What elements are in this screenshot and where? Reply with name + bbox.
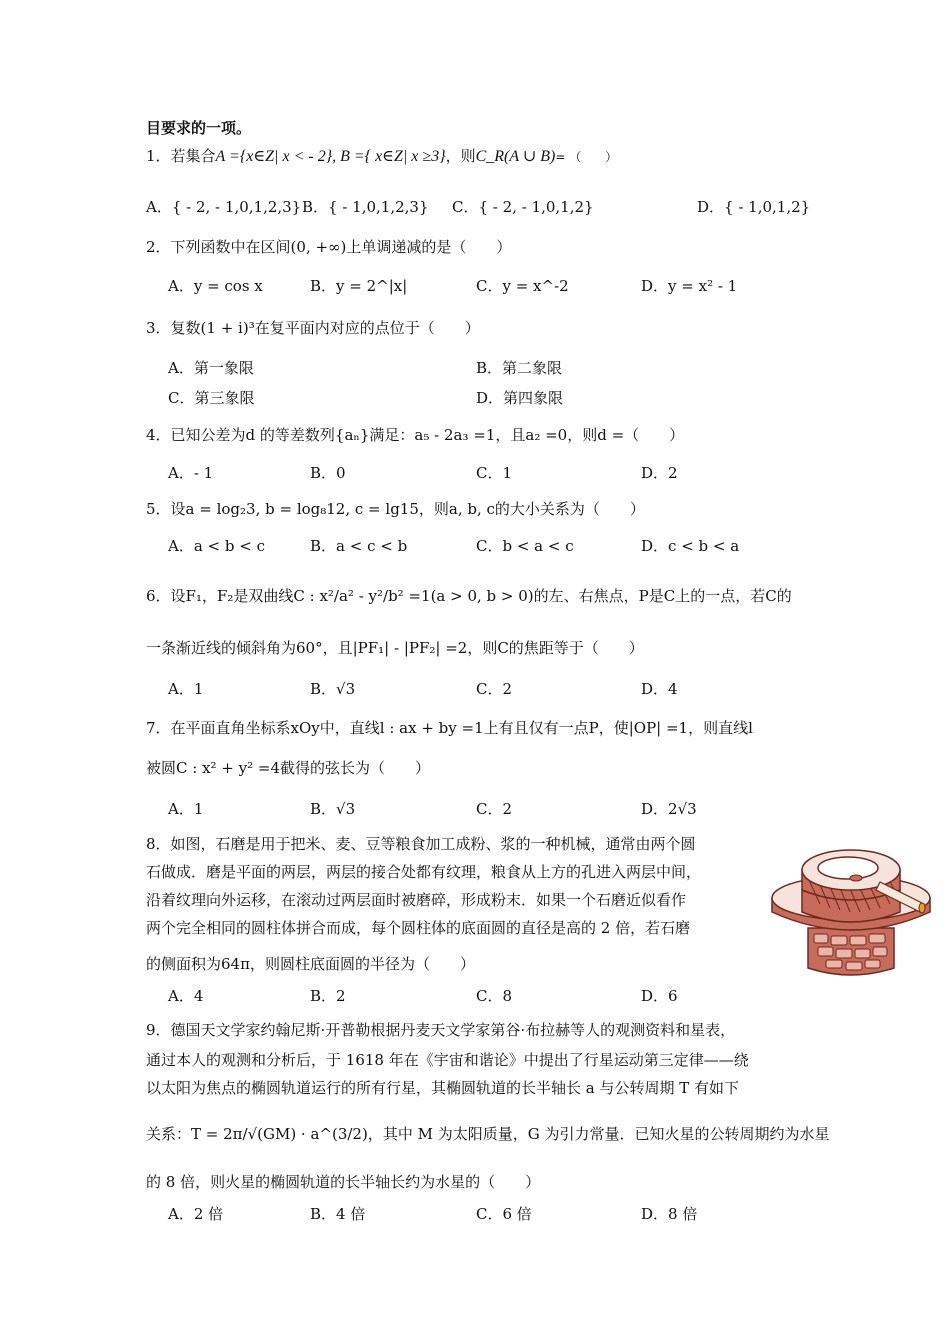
question-8-line-2: 石做成．磨是平面的两层，两层的接合处都有纹理，粮食从上方的孔进入两层中间，: [146, 863, 702, 881]
q6-option-b[interactable]: B．√3: [310, 680, 356, 698]
q2-option-c[interactable]: C．y = x^-2: [476, 277, 569, 295]
section-header: 目要求的一项。: [146, 119, 252, 137]
q4-option-b[interactable]: B．0: [310, 464, 346, 482]
question-4: 4．已知公差为d 的等差数列{aₙ}满足：a₅ - 2a₃ =1，且a₂ =0，则d =（ ）: [146, 426, 685, 444]
q2-option-d[interactable]: D．y = x² - 1: [641, 277, 738, 295]
question-3: 3．复数(1 + i)³在复平面内对应的点位于（ ）: [146, 319, 480, 337]
q5-option-a[interactable]: A．a < b < c: [168, 537, 265, 555]
q8-option-c[interactable]: C．8: [476, 987, 513, 1005]
q4-option-c[interactable]: C．1: [476, 464, 513, 482]
q7-option-a[interactable]: A．1: [168, 800, 204, 818]
q3-option-a[interactable]: A．第一象限: [168, 359, 254, 377]
q9-option-b[interactable]: B．4 倍: [310, 1205, 366, 1223]
question-5: 5．设a = log₂3, b = log₈12, c = lg15，则a, b, c的大小关系为（ ）: [146, 500, 645, 518]
q4-option-d[interactable]: D．2: [641, 464, 678, 482]
q5-option-d[interactable]: D．c < b < a: [641, 537, 740, 555]
question-8-line-3: 沿着纹理向外运移，在滚动过两层面时被磨碎，形成粉末．如果一个石磨近似看作: [146, 891, 687, 909]
q7-option-c[interactable]: C．2: [476, 800, 513, 818]
q8-option-a[interactable]: A．4: [168, 987, 204, 1005]
q4-option-a[interactable]: A．- 1: [168, 464, 214, 482]
q9-option-c[interactable]: C．6 倍: [476, 1205, 532, 1223]
q2-option-b[interactable]: B．y = 2^|x|: [310, 277, 408, 295]
question-8-line-5: 的侧面积为64π，则圆柱底面圆的半径为（ ）: [146, 955, 475, 973]
question-7-line-1: 7．在平面直角坐标系xOy中，直线l : ax + by =1上有且仅有一点P，使|OP| =1，则直线l: [146, 719, 753, 737]
question-2: 2．下列函数中在区间(0, +∞)上单调递减的是（ ）: [146, 238, 512, 256]
q6-option-d[interactable]: D．4: [641, 680, 678, 698]
question-9-line-1: 9．德国天文学家约翰尼斯·开普勒根据丹麦天文学家第谷·布拉赫等人的观测资料和星表，: [146, 1021, 736, 1039]
q3-option-c[interactable]: C．第三象限: [168, 389, 255, 407]
q6-option-a[interactable]: A．1: [168, 680, 204, 698]
q3-option-d[interactable]: D．第四象限: [476, 389, 564, 407]
q5-option-b[interactable]: B．a < c < b: [310, 537, 408, 555]
question-9-line-4: 关系：T = 2π/√(GM) · a^(3/2)，其中 M 为太阳质量，G 为引力常量．已知火星的公转周期约为水星: [146, 1125, 830, 1143]
question-6-line-1: 6．设F₁，F₂是双曲线C : x²/a² - y²/b² =1(a > 0, b > 0)的左、右焦点，P是C上的一点，若C的: [146, 587, 792, 605]
q1-option-a[interactable]: A．{ - 2, - 1,0,1,2,3}: [146, 198, 302, 216]
q1-option-c[interactable]: C．{ - 2, - 1,0,1,2}: [452, 198, 594, 216]
question-7-line-2: 被圆C : x² + y² =4截得的弦长为（ ）: [146, 759, 431, 777]
question-8-line-4: 两个完全相同的圆柱体拼合而成，每个圆柱体的底面圆的直径是高的 2 倍，若石磨: [146, 919, 691, 937]
q9-option-a[interactable]: A．2 倍: [168, 1205, 224, 1223]
q1-option-b[interactable]: B．{ - 1,0,1,2,3}: [302, 198, 429, 216]
q3-option-b[interactable]: B．第二象限: [476, 359, 563, 377]
q7-option-b[interactable]: B．√3: [310, 800, 356, 818]
question-9-line-5: 的 8 倍，则火星的椭圆轨道的长半轴长约为水星的（ ）: [146, 1173, 541, 1191]
q5-option-c[interactable]: C．b < a < c: [476, 537, 574, 555]
q7-option-d[interactable]: D．2√3: [641, 800, 697, 818]
q9-option-d[interactable]: D．8 倍: [641, 1205, 698, 1223]
question-6-line-2: 一条渐近线的倾斜角为60°，且|PF₁| - |PF₂| =2，则C的焦距等于（ ）: [146, 639, 644, 657]
question-9-line-2: 通过本人的观测和分析后，于 1618 年在《宇宙和谐论》中提出了行星运动第三定律——绕: [146, 1051, 749, 1069]
q6-option-c[interactable]: C．2: [476, 680, 513, 698]
question-9-line-3: 以太阳为焦点的椭圆轨道运行的所有行星，其椭圆轨道的长半轴长 a 与公转周期 T 有如下: [146, 1079, 740, 1097]
mill-base: [808, 928, 894, 975]
question-8-line-1: 8．如图，石磨是用于把米、麦、豆等粮食加工成粉、浆的一种机械，通常由两个圆: [146, 835, 696, 853]
stone-mill-figure: [768, 820, 934, 982]
q2-option-a[interactable]: A．y = cos x: [168, 277, 263, 295]
q1-option-d[interactable]: D．{ - 1,0,1,2}: [697, 198, 811, 216]
q8-option-b[interactable]: B．2: [310, 987, 346, 1005]
question-1: 1．若集合A ={x∈Z| x < - 2}, B ={ x∈Z| x ≥3}，则C_R(A ∪ B)= （ ）: [146, 147, 618, 165]
q8-option-d[interactable]: D．6: [641, 987, 678, 1005]
